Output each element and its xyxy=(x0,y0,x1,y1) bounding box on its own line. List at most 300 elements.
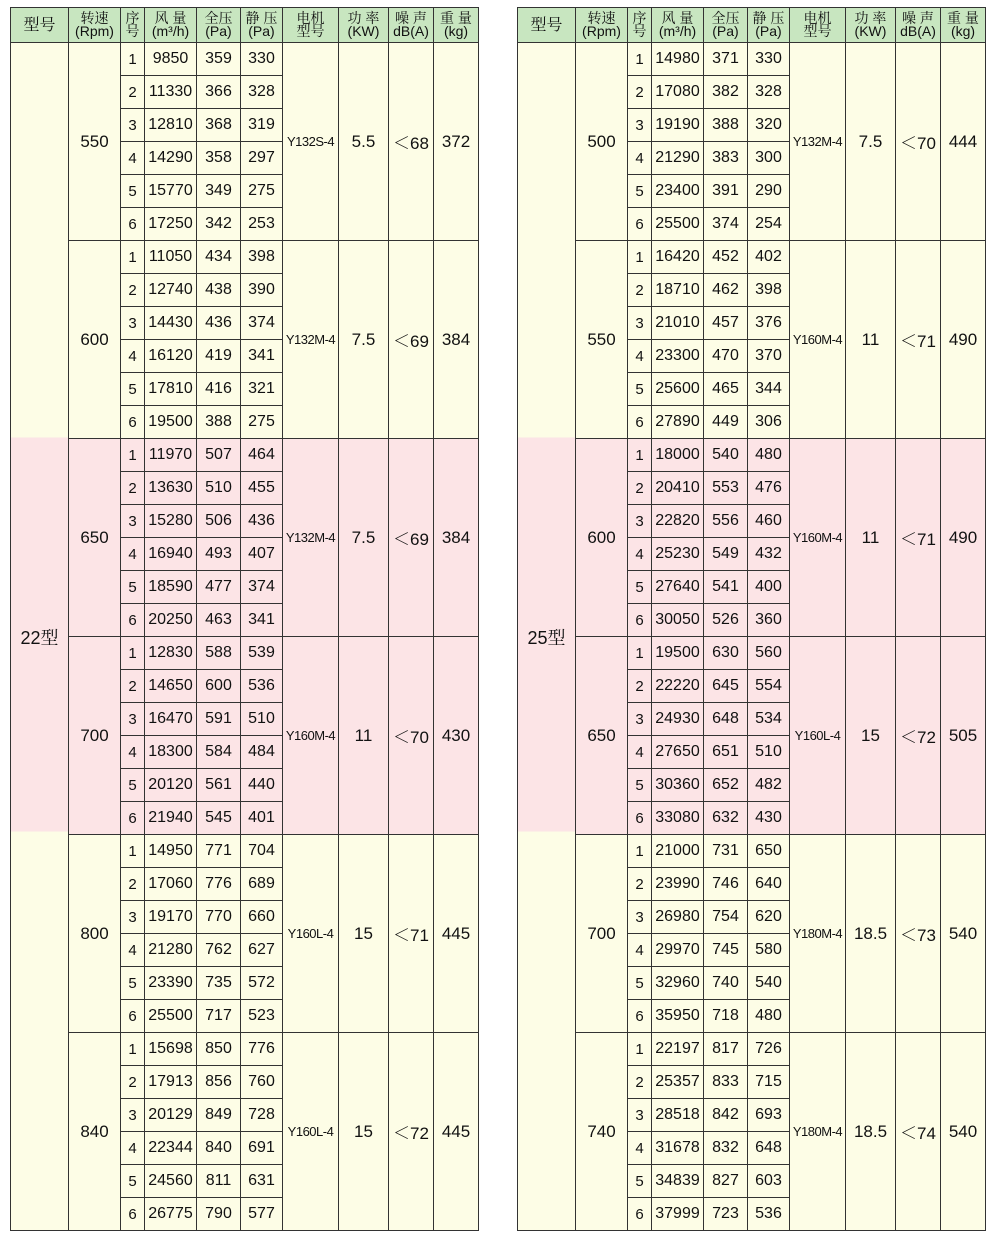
total-pressure-cell: 652 xyxy=(704,769,748,802)
column-header-line: (m³/h) xyxy=(151,23,190,39)
airflow-cell: 14650 xyxy=(145,670,197,703)
speed-cell: 600 xyxy=(576,439,628,637)
total-pressure-cell: 449 xyxy=(704,406,748,439)
seq-cell: 5 xyxy=(628,373,652,406)
total-pressure-cell: 776 xyxy=(197,868,241,901)
noise-cell: ＜72 xyxy=(896,637,941,835)
static-pressure-cell: 297 xyxy=(241,142,283,175)
total-pressure-cell: 790 xyxy=(197,1198,241,1231)
power-cell: 7.5 xyxy=(339,439,389,637)
motor-cell: Y132M-4 xyxy=(283,439,339,637)
airflow-cell: 12740 xyxy=(145,274,197,307)
total-pressure-cell: 850 xyxy=(197,1033,241,1066)
total-pressure-cell: 477 xyxy=(197,571,241,604)
airflow-cell: 14430 xyxy=(145,307,197,340)
power-cell: 7.5 xyxy=(339,241,389,439)
total-pressure-cell: 371 xyxy=(704,43,748,76)
total-pressure-cell: 540 xyxy=(704,439,748,472)
speed-cell: 550 xyxy=(576,241,628,439)
airflow-cell: 13630 xyxy=(145,472,197,505)
total-pressure-cell: 507 xyxy=(197,439,241,472)
total-pressure-cell: 388 xyxy=(704,109,748,142)
header-row xyxy=(518,8,986,43)
static-pressure-cell: 430 xyxy=(748,802,790,835)
static-pressure-cell: 580 xyxy=(748,934,790,967)
total-pressure-cell: 584 xyxy=(197,736,241,769)
column-header xyxy=(518,8,576,43)
airflow-cell: 17810 xyxy=(145,373,197,406)
column-header-line: (kg) xyxy=(443,23,469,39)
airflow-cell: 18300 xyxy=(145,736,197,769)
column-header-line: 风 量 xyxy=(661,10,694,26)
total-pressure-cell: 717 xyxy=(197,1000,241,1033)
airflow-cell: 19500 xyxy=(652,637,704,670)
total-pressure-cell: 419 xyxy=(197,340,241,373)
seq-cell: 2 xyxy=(628,1066,652,1099)
static-pressure-cell: 689 xyxy=(241,868,283,901)
airflow-cell: 21000 xyxy=(652,835,704,868)
static-pressure-cell: 704 xyxy=(241,835,283,868)
noise-cell: ＜71 xyxy=(896,241,941,439)
power-cell: 5.5 xyxy=(339,43,389,241)
column-header-line: 型号 xyxy=(530,16,563,34)
total-pressure-cell: 506 xyxy=(197,505,241,538)
column-header-line: (Rpm) xyxy=(582,23,621,39)
column-header-line: 型号 xyxy=(803,23,832,39)
total-pressure-cell: 632 xyxy=(704,802,748,835)
seq-cell: 5 xyxy=(628,1165,652,1198)
column-header xyxy=(11,8,69,43)
total-pressure-cell: 465 xyxy=(704,373,748,406)
seq-cell: 3 xyxy=(121,1099,145,1132)
seq-cell: 6 xyxy=(121,208,145,241)
seq-cell: 2 xyxy=(628,868,652,901)
seq-cell: 2 xyxy=(628,670,652,703)
total-pressure-cell: 358 xyxy=(197,142,241,175)
noise-cell: ＜70 xyxy=(896,43,941,241)
seq-cell: 3 xyxy=(628,505,652,538)
power-cell: 11 xyxy=(846,241,896,439)
total-pressure-cell: 383 xyxy=(704,142,748,175)
static-pressure-cell: 539 xyxy=(241,637,283,670)
column-header-line: 电机 xyxy=(803,10,832,26)
airflow-cell: 25500 xyxy=(145,1000,197,1033)
seq-cell: 1 xyxy=(628,43,652,76)
seq-cell: 2 xyxy=(628,76,652,109)
spec-table xyxy=(517,7,986,1231)
static-pressure-cell: 432 xyxy=(748,538,790,571)
airflow-cell: 23300 xyxy=(652,340,704,373)
airflow-cell: 14290 xyxy=(145,142,197,175)
column-header xyxy=(704,8,748,43)
column-header-line: 静 压 xyxy=(752,10,785,26)
column-header-line: 号 xyxy=(632,23,647,39)
static-pressure-cell: 691 xyxy=(241,1132,283,1165)
total-pressure-cell: 436 xyxy=(197,307,241,340)
noise-cell: ＜71 xyxy=(896,439,941,637)
power-cell: 11 xyxy=(339,637,389,835)
seq-cell: 2 xyxy=(121,472,145,505)
static-pressure-cell: 480 xyxy=(748,439,790,472)
column-header xyxy=(283,8,339,43)
total-pressure-cell: 770 xyxy=(197,901,241,934)
seq-cell: 6 xyxy=(121,406,145,439)
weight-cell: 444 xyxy=(941,43,986,241)
noise-cell: ＜73 xyxy=(896,835,941,1033)
total-pressure-cell: 526 xyxy=(704,604,748,637)
seq-cell: 3 xyxy=(121,703,145,736)
static-pressure-cell: 398 xyxy=(748,274,790,307)
static-pressure-cell: 398 xyxy=(241,241,283,274)
static-pressure-cell: 306 xyxy=(748,406,790,439)
total-pressure-cell: 416 xyxy=(197,373,241,406)
column-header-line: (KW) xyxy=(347,23,380,39)
static-pressure-cell: 253 xyxy=(241,208,283,241)
fan-spec-table-25 xyxy=(517,7,986,1231)
airflow-cell: 37999 xyxy=(652,1198,704,1231)
seq-cell: 3 xyxy=(628,109,652,142)
column-header-line: 重 量 xyxy=(440,10,472,26)
total-pressure-cell: 731 xyxy=(704,835,748,868)
airflow-cell: 29970 xyxy=(652,934,704,967)
noise-cell: ＜69 xyxy=(389,439,434,637)
column-header-line: (Pa) xyxy=(205,23,232,39)
weight-cell: 490 xyxy=(941,439,986,637)
static-pressure-cell: 620 xyxy=(748,901,790,934)
motor-cell: Y180M-4 xyxy=(790,835,846,1033)
weight-cell: 430 xyxy=(434,637,479,835)
total-pressure-cell: 388 xyxy=(197,406,241,439)
airflow-cell: 22197 xyxy=(652,1033,704,1066)
column-header-line: 型号 xyxy=(296,23,325,39)
seq-cell: 4 xyxy=(628,340,652,373)
motor-cell: Y180M-4 xyxy=(790,1033,846,1231)
spec-table xyxy=(10,7,479,1231)
static-pressure-cell: 476 xyxy=(748,472,790,505)
column-header-line: 噪 声 xyxy=(902,10,934,26)
airflow-cell: 19190 xyxy=(652,109,704,142)
airflow-cell: 20129 xyxy=(145,1099,197,1132)
weight-cell: 445 xyxy=(434,1033,479,1231)
total-pressure-cell: 723 xyxy=(704,1198,748,1231)
seq-cell: 5 xyxy=(121,175,145,208)
static-pressure-cell: 464 xyxy=(241,439,283,472)
column-header-line: (Pa) xyxy=(712,23,739,39)
column-header xyxy=(339,8,389,43)
motor-cell: Y160M-4 xyxy=(790,241,846,439)
noise-cell: ＜74 xyxy=(896,1033,941,1231)
total-pressure-cell: 457 xyxy=(704,307,748,340)
static-pressure-cell: 554 xyxy=(748,670,790,703)
total-pressure-cell: 553 xyxy=(704,472,748,505)
static-pressure-cell: 693 xyxy=(748,1099,790,1132)
table-row xyxy=(11,1033,479,1066)
static-pressure-cell: 300 xyxy=(748,142,790,175)
static-pressure-cell: 572 xyxy=(241,967,283,1000)
power-cell: 7.5 xyxy=(846,43,896,241)
seq-cell: 5 xyxy=(121,1165,145,1198)
column-header xyxy=(652,8,704,43)
total-pressure-cell: 718 xyxy=(704,1000,748,1033)
column-header-line: (Pa) xyxy=(248,23,275,39)
seq-cell: 4 xyxy=(121,538,145,571)
airflow-cell: 25500 xyxy=(652,208,704,241)
airflow-cell: 28518 xyxy=(652,1099,704,1132)
table-row xyxy=(518,241,986,274)
airflow-cell: 15698 xyxy=(145,1033,197,1066)
seq-cell: 2 xyxy=(121,274,145,307)
seq-cell: 6 xyxy=(628,604,652,637)
airflow-cell: 22820 xyxy=(652,505,704,538)
seq-cell: 6 xyxy=(628,802,652,835)
column-header-line: (m³/h) xyxy=(658,23,697,39)
column-header xyxy=(628,8,652,43)
static-pressure-cell: 275 xyxy=(241,406,283,439)
fan-spec-table-22 xyxy=(10,7,479,1231)
airflow-cell: 21290 xyxy=(652,142,704,175)
motor-cell: Y132M-4 xyxy=(790,43,846,241)
airflow-cell: 26775 xyxy=(145,1198,197,1231)
seq-cell: 6 xyxy=(121,1198,145,1231)
model-cell: 25型 xyxy=(518,43,576,1231)
seq-cell: 3 xyxy=(121,901,145,934)
static-pressure-cell: 534 xyxy=(748,703,790,736)
static-pressure-cell: 341 xyxy=(241,340,283,373)
total-pressure-cell: 746 xyxy=(704,868,748,901)
seq-cell: 1 xyxy=(121,439,145,472)
seq-cell: 1 xyxy=(628,637,652,670)
seq-cell: 4 xyxy=(121,340,145,373)
seq-cell: 4 xyxy=(121,934,145,967)
airflow-cell: 24560 xyxy=(145,1165,197,1198)
static-pressure-cell: 603 xyxy=(748,1165,790,1198)
seq-cell: 1 xyxy=(628,1033,652,1066)
column-header-line: 转速 xyxy=(587,10,616,26)
total-pressure-cell: 651 xyxy=(704,736,748,769)
table-row xyxy=(518,439,986,472)
column-header-line: 全压 xyxy=(711,10,740,26)
seq-cell: 3 xyxy=(121,505,145,538)
power-cell: 15 xyxy=(846,637,896,835)
seq-cell: 6 xyxy=(628,1000,652,1033)
seq-cell: 6 xyxy=(121,1000,145,1033)
static-pressure-cell: 510 xyxy=(748,736,790,769)
seq-cell: 3 xyxy=(628,901,652,934)
airflow-cell: 21280 xyxy=(145,934,197,967)
airflow-cell: 20120 xyxy=(145,769,197,802)
static-pressure-cell: 321 xyxy=(241,373,283,406)
column-header-line: 电机 xyxy=(296,10,325,26)
column-header-line: dB(A) xyxy=(900,23,936,39)
table-row xyxy=(518,637,986,670)
airflow-cell: 14980 xyxy=(652,43,704,76)
seq-cell: 2 xyxy=(121,670,145,703)
static-pressure-cell: 460 xyxy=(748,505,790,538)
airflow-cell: 30360 xyxy=(652,769,704,802)
total-pressure-cell: 811 xyxy=(197,1165,241,1198)
total-pressure-cell: 391 xyxy=(704,175,748,208)
airflow-cell: 23990 xyxy=(652,868,704,901)
noise-cell: ＜72 xyxy=(389,1033,434,1231)
seq-cell: 5 xyxy=(121,373,145,406)
static-pressure-cell: 440 xyxy=(241,769,283,802)
total-pressure-cell: 462 xyxy=(704,274,748,307)
table-row xyxy=(518,835,986,868)
column-header xyxy=(434,8,479,43)
total-pressure-cell: 452 xyxy=(704,241,748,274)
static-pressure-cell: 715 xyxy=(748,1066,790,1099)
power-cell: 18.5 xyxy=(846,835,896,1033)
total-pressure-cell: 735 xyxy=(197,967,241,1000)
static-pressure-cell: 482 xyxy=(748,769,790,802)
speed-cell: 600 xyxy=(69,241,121,439)
column-header xyxy=(941,8,986,43)
model-cell: 22型 xyxy=(11,43,69,1231)
column-header-line: 功 率 xyxy=(854,10,887,26)
seq-cell: 2 xyxy=(628,472,652,505)
seq-cell: 5 xyxy=(628,967,652,1000)
airflow-cell: 12810 xyxy=(145,109,197,142)
column-header xyxy=(896,8,941,43)
seq-cell: 5 xyxy=(628,571,652,604)
static-pressure-cell: 376 xyxy=(748,307,790,340)
airflow-cell: 18000 xyxy=(652,439,704,472)
header-row xyxy=(11,8,479,43)
speed-cell: 840 xyxy=(69,1033,121,1231)
airflow-cell: 25600 xyxy=(652,373,704,406)
airflow-cell: 25230 xyxy=(652,538,704,571)
table-row xyxy=(11,439,479,472)
weight-cell: 540 xyxy=(941,835,986,1033)
total-pressure-cell: 463 xyxy=(197,604,241,637)
column-header-line: 转速 xyxy=(80,10,109,26)
airflow-cell: 20250 xyxy=(145,604,197,637)
seq-cell: 6 xyxy=(121,604,145,637)
weight-cell: 540 xyxy=(941,1033,986,1231)
static-pressure-cell: 536 xyxy=(748,1198,790,1231)
speed-cell: 550 xyxy=(69,43,121,241)
seq-cell: 4 xyxy=(121,736,145,769)
motor-cell: Y160L-4 xyxy=(790,637,846,835)
airflow-cell: 20410 xyxy=(652,472,704,505)
static-pressure-cell: 341 xyxy=(241,604,283,637)
speed-cell: 650 xyxy=(576,637,628,835)
airflow-cell: 16420 xyxy=(652,241,704,274)
power-cell: 11 xyxy=(846,439,896,637)
seq-cell: 1 xyxy=(121,43,145,76)
total-pressure-cell: 434 xyxy=(197,241,241,274)
static-pressure-cell: 627 xyxy=(241,934,283,967)
total-pressure-cell: 545 xyxy=(197,802,241,835)
airflow-cell: 16940 xyxy=(145,538,197,571)
column-header xyxy=(241,8,283,43)
airflow-cell: 33080 xyxy=(652,802,704,835)
seq-cell: 6 xyxy=(628,1198,652,1231)
motor-cell: Y132M-4 xyxy=(283,241,339,439)
column-header-line: 序 xyxy=(632,10,647,26)
column-header-line: 噪 声 xyxy=(395,10,427,26)
airflow-cell: 21010 xyxy=(652,307,704,340)
airflow-cell: 26980 xyxy=(652,901,704,934)
seq-cell: 1 xyxy=(628,439,652,472)
noise-cell: ＜70 xyxy=(389,637,434,835)
column-header xyxy=(389,8,434,43)
weight-cell: 384 xyxy=(434,241,479,439)
static-pressure-cell: 330 xyxy=(241,43,283,76)
airflow-cell: 16470 xyxy=(145,703,197,736)
total-pressure-cell: 817 xyxy=(704,1033,748,1066)
total-pressure-cell: 849 xyxy=(197,1099,241,1132)
column-header xyxy=(576,8,628,43)
static-pressure-cell: 650 xyxy=(748,835,790,868)
weight-cell: 505 xyxy=(941,637,986,835)
column-header xyxy=(748,8,790,43)
static-pressure-cell: 374 xyxy=(241,571,283,604)
static-pressure-cell: 648 xyxy=(748,1132,790,1165)
airflow-cell: 9850 xyxy=(145,43,197,76)
seq-cell: 3 xyxy=(121,109,145,142)
total-pressure-cell: 856 xyxy=(197,1066,241,1099)
column-header-line: dB(A) xyxy=(393,23,429,39)
total-pressure-cell: 833 xyxy=(704,1066,748,1099)
static-pressure-cell: 480 xyxy=(748,1000,790,1033)
total-pressure-cell: 600 xyxy=(197,670,241,703)
total-pressure-cell: 591 xyxy=(197,703,241,736)
static-pressure-cell: 330 xyxy=(748,43,790,76)
static-pressure-cell: 640 xyxy=(748,868,790,901)
total-pressure-cell: 771 xyxy=(197,835,241,868)
static-pressure-cell: 360 xyxy=(748,604,790,637)
static-pressure-cell: 560 xyxy=(748,637,790,670)
airflow-cell: 12830 xyxy=(145,637,197,670)
airflow-cell: 31678 xyxy=(652,1132,704,1165)
noise-cell: ＜71 xyxy=(389,835,434,1033)
seq-cell: 2 xyxy=(121,1066,145,1099)
column-header xyxy=(846,8,896,43)
seq-cell: 2 xyxy=(121,76,145,109)
airflow-cell: 19170 xyxy=(145,901,197,934)
airflow-cell: 17250 xyxy=(145,208,197,241)
speed-cell: 500 xyxy=(576,43,628,241)
static-pressure-cell: 374 xyxy=(241,307,283,340)
static-pressure-cell: 455 xyxy=(241,472,283,505)
static-pressure-cell: 631 xyxy=(241,1165,283,1198)
static-pressure-cell: 328 xyxy=(241,76,283,109)
static-pressure-cell: 400 xyxy=(748,571,790,604)
column-header xyxy=(790,8,846,43)
seq-cell: 6 xyxy=(628,208,652,241)
column-header-line: 风 量 xyxy=(154,10,187,26)
seq-cell: 5 xyxy=(121,769,145,802)
total-pressure-cell: 359 xyxy=(197,43,241,76)
weight-cell: 384 xyxy=(434,439,479,637)
static-pressure-cell: 540 xyxy=(748,967,790,1000)
static-pressure-cell: 344 xyxy=(748,373,790,406)
seq-cell: 4 xyxy=(628,538,652,571)
weight-cell: 445 xyxy=(434,835,479,1033)
total-pressure-cell: 438 xyxy=(197,274,241,307)
total-pressure-cell: 510 xyxy=(197,472,241,505)
airflow-cell: 27640 xyxy=(652,571,704,604)
total-pressure-cell: 549 xyxy=(704,538,748,571)
total-pressure-cell: 349 xyxy=(197,175,241,208)
table-row xyxy=(11,835,479,868)
column-header xyxy=(145,8,197,43)
static-pressure-cell: 402 xyxy=(748,241,790,274)
column-header-line: (Pa) xyxy=(755,23,782,39)
airflow-cell: 14950 xyxy=(145,835,197,868)
airflow-cell: 21940 xyxy=(145,802,197,835)
